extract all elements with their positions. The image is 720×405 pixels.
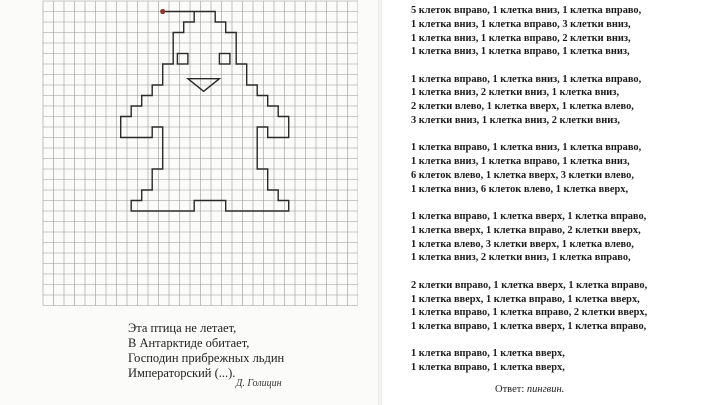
riddle-poem: [128, 321, 284, 381]
poem-line: В Антарктиде обитает,: [128, 336, 250, 350]
drawing-instructions: [411, 4, 647, 389]
penguin-eye: [219, 54, 230, 65]
instruction-line: 2 клетки влево, 1 клетка вверх, 1 клетка влево,: [411, 101, 634, 113]
answer-line: [495, 384, 564, 395]
instruction-group: [411, 4, 647, 59]
penguin-eye: [177, 54, 188, 65]
instruction-line: 1 клетка вправо, 1 клетка вверх,: [411, 348, 565, 360]
instruction-line: 1 клетка вниз, 1 клетка вправо, 3 клетки вниз,: [411, 18, 631, 30]
start-dot: [160, 9, 165, 14]
instruction-line: 1 клетка вправо, 1 клетка вниз, 1 клетка вправо,: [411, 142, 642, 154]
instruction-line: 1 клетка вниз, 6 клеток влево, 1 клетка вверх,: [411, 183, 629, 195]
instruction-line: 1 клетка вверх, 1 клетка вправо, 1 клетка вверх,: [411, 293, 640, 305]
instruction-line: 1 клетка вниз, 1 клетка вправо, 1 клетка вниз,: [411, 156, 630, 168]
answer-label: Ответ:: [495, 384, 525, 395]
instruction-line: 1 клетка вправо, 1 клетка вправо, 2 клетки вверх,: [411, 307, 648, 319]
instruction-group: [411, 210, 647, 265]
instruction-line: 1 клетка вниз, 1 клетка вправо, 2 клетки вниз,: [411, 32, 631, 44]
grid-lines: [43, 1, 358, 306]
instruction-line: 1 клетка вправо, 1 клетка вверх,: [411, 362, 565, 374]
instruction-line: 1 клетка вниз, 2 клетки вниз, 1 клетка вниз,: [411, 87, 620, 99]
poem-author: Д. Голицин: [236, 378, 282, 389]
graph-paper-grid: [42, 0, 358, 310]
answer-value: пингвин.: [526, 384, 565, 395]
instruction-line: 5 клеток вправо, 1 клетка вниз, 1 клетка вправо,: [411, 5, 642, 16]
instruction-line: 1 клетка вправо, 1 клетка вверх, 1 клетка вправо,: [411, 321, 647, 333]
instruction-line: 1 клетка вниз, 1 клетка вправо, 1 клетка вниз,: [411, 46, 630, 58]
poem-line: Эта птица не летает,: [128, 321, 237, 335]
instruction-group: [411, 347, 647, 375]
instruction-line: 1 клетка влево, 3 клетки вверх, 1 клетка влево,: [411, 238, 634, 250]
instruction-line: 1 клетка вправо, 1 клетка вниз, 1 клетка вправо,: [411, 73, 642, 85]
instruction-line: 1 клетка вниз, 2 клетки вниз, 1 клетка вправо,: [411, 252, 631, 264]
poem-line: Господин прибрежных льдин: [128, 351, 285, 365]
instruction-group: [411, 141, 647, 196]
instruction-line: 1 клетка вправо, 1 клетка вверх, 1 клетка вправо,: [411, 211, 647, 223]
right-page: [382, 0, 720, 405]
instruction-group: [411, 279, 647, 334]
instruction-line: 6 клеток влево, 1 клетка вверх, 3 клетки влево,: [411, 169, 634, 181]
instruction-line: 2 клетки вправо, 1 клетка вверх, 1 клетка вправо,: [411, 279, 648, 291]
instruction-group: [411, 73, 647, 128]
instruction-line: 1 клетка вверх, 1 клетка вправо, 2 клетки вверх,: [411, 224, 641, 236]
instruction-line: 3 клетки вниз, 1 клетка вниз, 2 клетки вниз,: [411, 115, 621, 127]
poem-line: Императорский (...).: [128, 366, 236, 380]
